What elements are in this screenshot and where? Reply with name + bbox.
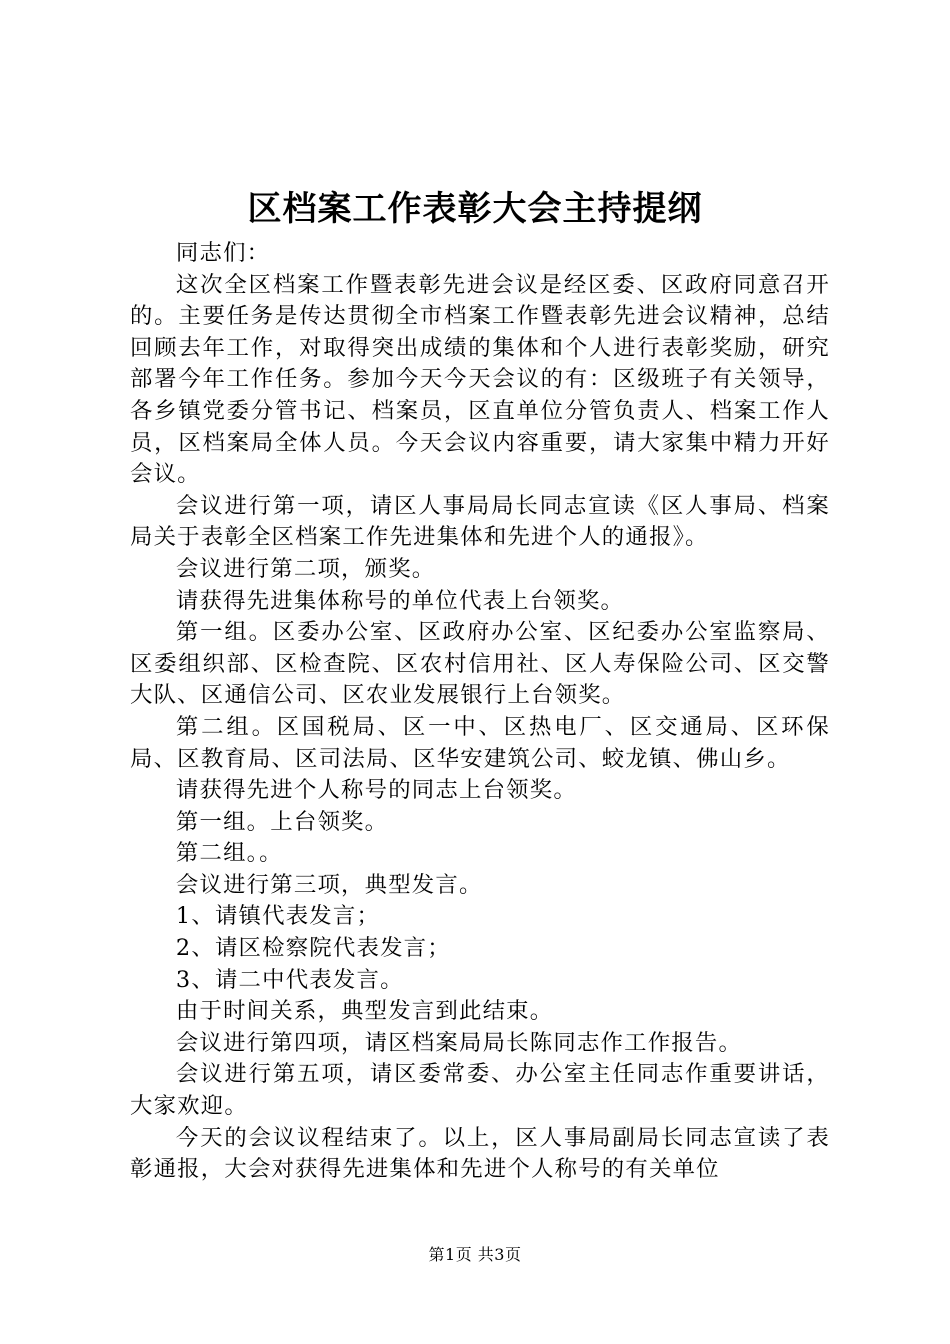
paragraph-collective-group-1: 第一组。区委办公室、区政府办公室、区纪委办公室监察局、区委组织部、区检查院、区农村信用社、区人寿保险公司、区交警大队、区通信公司、区农业发展银行上台领奖。 [130, 619, 830, 709]
paragraph-item-5: 会议进行第五项，请区委常委、办公室主任同志作重要讲话，大家欢迎。 [130, 1061, 830, 1120]
document-body [130, 238, 830, 1186]
paragraph-item-1: 会议进行第一项，请区人事局局长同志宣读《区人事局、档案局关于表彰全区档案工作先进集体和先进个人的通报》。 [130, 492, 830, 551]
paragraph-closing: 今天的会议议程结束了。以上，区人事局副局长同志宣读了表彰通报，大会对获得先进集体和先进个人称号的有关单位 [130, 1124, 830, 1183]
paragraph-intro: 这次全区档案工作暨表彰先进会议是经区委、区政府同意召开的。主要任务是传达贯彻全市档案工作暨表彰先进会议精神，总结回顾去年工作，对取得突出成绩的集体和个人进行表彰奖励，研究部署今年工作任务。参加今天今天会议的有：区级班子有关领导，各乡镇党委分管书记、档案员，区直单位分管负责人、档案工作人员，区档案局全体人员。今天会议内容重要，请大家集中精力开好会议。 [130, 271, 830, 488]
paragraph-individual-award: 请获得先进个人称号的同志上台领奖。 [175, 777, 577, 804]
paragraph-item-3: 会议进行第三项，典型发言。 [175, 871, 483, 898]
paragraph-speech-end: 由于时间关系，典型发言到此结束。 [175, 998, 554, 1025]
paragraph-salutation: 同志们： [175, 240, 271, 266]
paragraph-collective-award: 请获得先进集体称号的单位代表上台领奖。 [175, 587, 625, 614]
document-title: 区档案工作表彰大会主持提纲 [247, 189, 703, 229]
paragraph-item-2: 会议进行第二项，颁奖。 [175, 555, 436, 582]
paragraph-collective-group-2: 第二组。区国税局、区一中、区热电厂、区交通局、区环保局、区教育局、区司法局、区华安建筑公司、蛟龙镇、佛山乡。 [130, 713, 830, 772]
paragraph-speech-2: 2、请区检察院代表发言； [175, 935, 451, 962]
paragraph-item-4: 会议进行第四项，请区档案局局长陈同志作工作报告。 [175, 1029, 743, 1056]
paragraph-speech-3: 3、请二中代表发言。 [175, 966, 404, 993]
paragraph-speech-1: 1、请镇代表发言； [175, 903, 381, 930]
page-number: 第1页 共3页 [428, 1245, 522, 1264]
paragraph-individual-group-1: 第一组。上台领奖。 [175, 808, 389, 835]
paragraph-individual-group-2: 第二组。。 [175, 840, 283, 867]
